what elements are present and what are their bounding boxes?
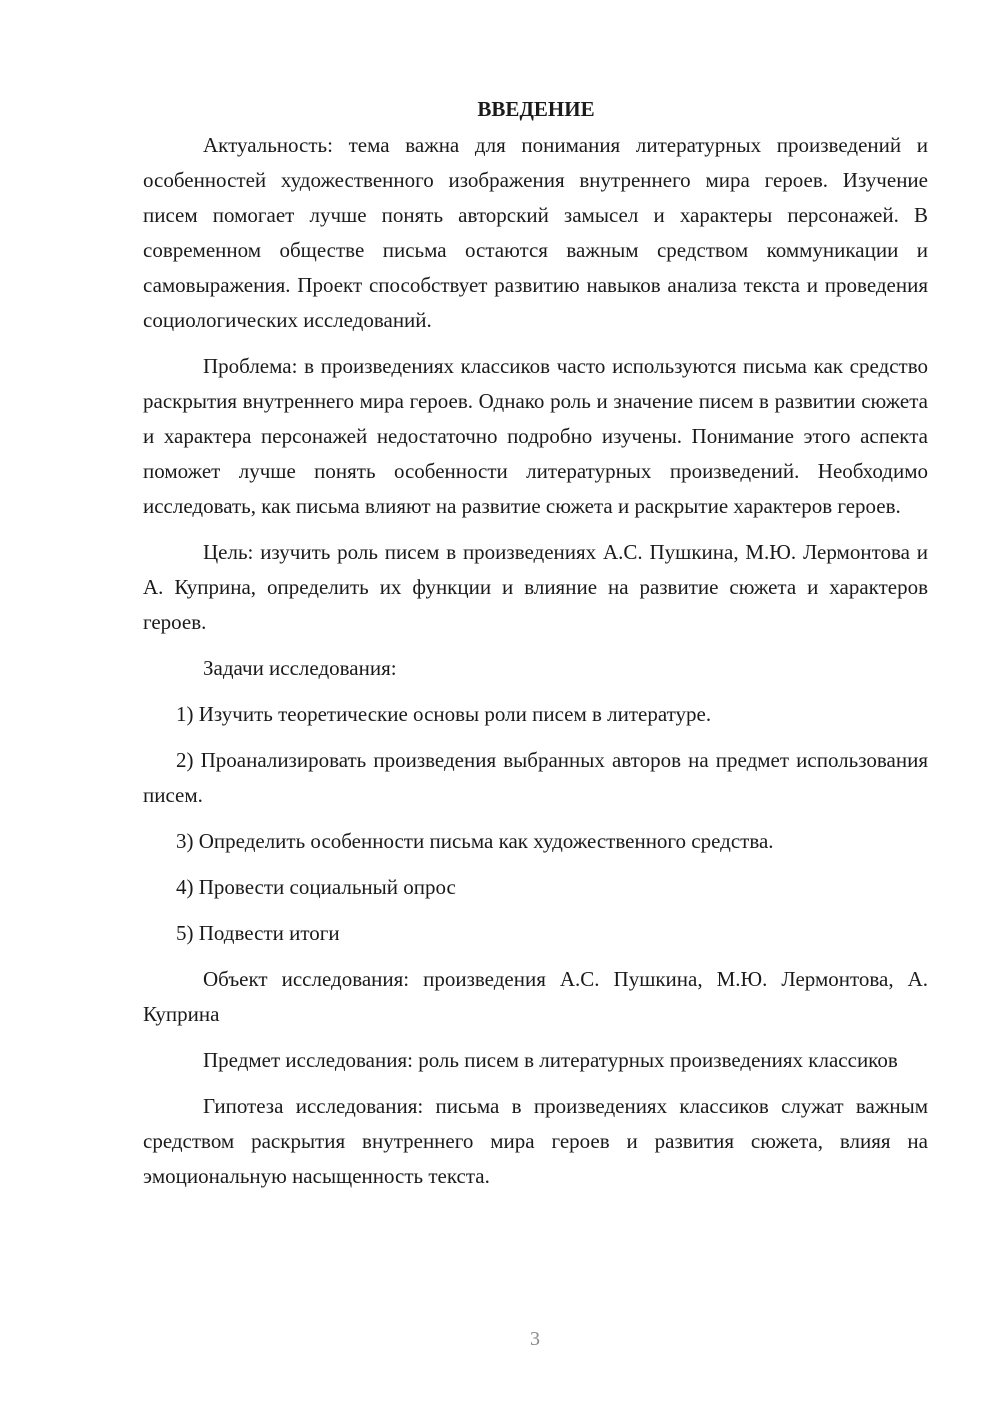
document-page <box>143 92 928 1205</box>
task-item-2: 2) Проанализировать произведения выбранных авторов на предмет использования писем. <box>143 748 928 807</box>
task-item-5: 5) Подвести итоги <box>176 921 340 945</box>
task-item-3: 3) Определить особенности письма как художественного средства. <box>176 829 774 853</box>
paragraph-tasks-intro: Задачи исследования: <box>203 656 397 680</box>
paragraph-object: Объект исследования: произведения А.С. Пушкина, М.Ю. Лермонтова, А. Куприна <box>143 967 928 1026</box>
task-item-1: 1) Изучить теоретические основы роли писем в литературе. <box>176 702 712 726</box>
page-number: 3 <box>530 1328 540 1350</box>
task-item-4: 4) Провести социальный опрос <box>176 875 456 899</box>
section-heading: ВВЕДЕНИЕ <box>477 97 595 121</box>
paragraph-problem: Проблема: в произведениях классиков часто используются письма как средство раскрытия внутреннего мира героев. Однако роль и значение писем в развитии сюжета и характера персонажей недостаточно подробно изучены. Понимание этого аспекта поможет лучше понять особенности литературных произведений. Необходимо исследовать, как письма влияют на развитие сюжета и раскрытие характеров героев. <box>143 354 928 518</box>
paragraph-subject: Предмет исследования: роль писем в литературных произведениях классиков <box>203 1048 898 1072</box>
paragraph-relevance: Актуальность: тема важна для понимания литературных произведений и особенностей художественного изображения внутреннего мира героев. Изучение писем помогает лучше понять авторский замысел и характеры персонажей. В современном обществе письма остаются важным средством коммуникации и самовыражения. Проект способствует развитию навыков анализа текста и проведения социологических исследований. <box>143 133 928 332</box>
paragraph-hypothesis: Гипотеза исследования: письма в произведениях классиков служат важным средством раскрытия внутреннего мира героев и развития сюжета, влияя на эмоциональную насыщенность текста. <box>143 1094 928 1188</box>
paragraph-goal: Цель: изучить роль писем в произведениях А.С. Пушкина, М.Ю. Лермонтова и А. Куприна, определить их функции и влияние на развитие сюжета и характеров героев. <box>143 540 928 634</box>
